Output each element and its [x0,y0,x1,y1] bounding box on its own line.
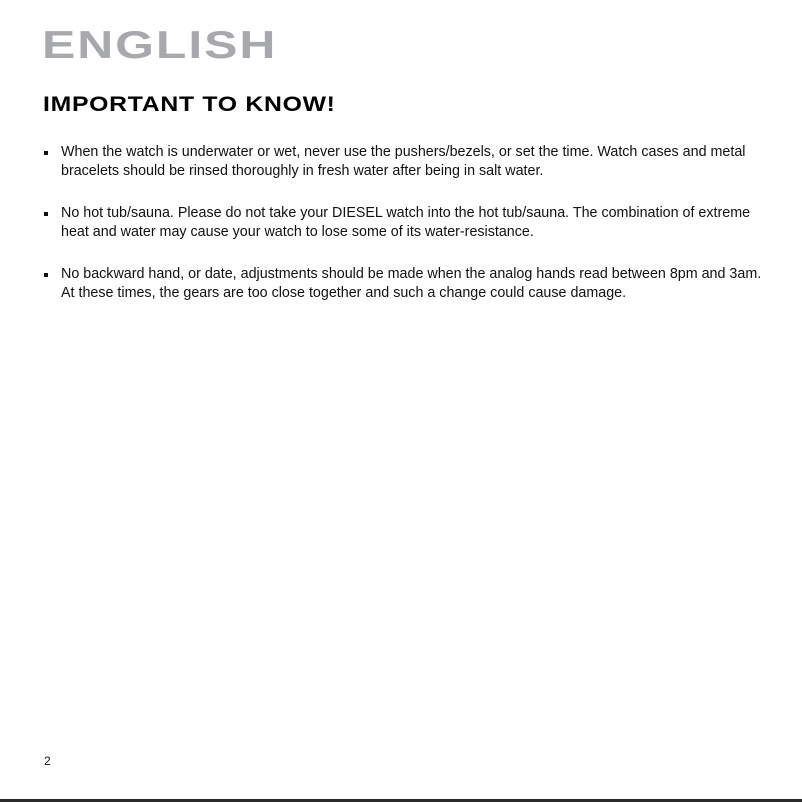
page-number: 2 [44,754,51,768]
bullet-icon [44,212,48,216]
list-item [42,204,762,242]
section-heading: IMPORTANT TO KNOW! [43,93,336,116]
list-item-text: No hot tub/sauna. Please do not take your DIESEL watch into the hot tub/sauna. The combination of extreme heat and water may cause your watch to lose some of its water-resistance. [61,205,751,240]
language-title: ENGLISH [42,24,278,67]
bullet-icon [44,151,48,155]
instruction-list [42,143,762,326]
list-item [42,265,762,303]
list-item [42,143,762,181]
bullet-icon [44,273,48,277]
list-item-text: No backward hand, or date, adjustments should be made when the analog hands read between 8pm and 3am. At these times, the gears are too close together and such a change could cause damage. [61,266,762,301]
list-item-text: When the watch is underwater or wet, never use the pushers/bezels, or set the time. Watch cases and metal bracelets should be rinsed thoroughly in fresh water after being in salt water. [61,144,746,179]
